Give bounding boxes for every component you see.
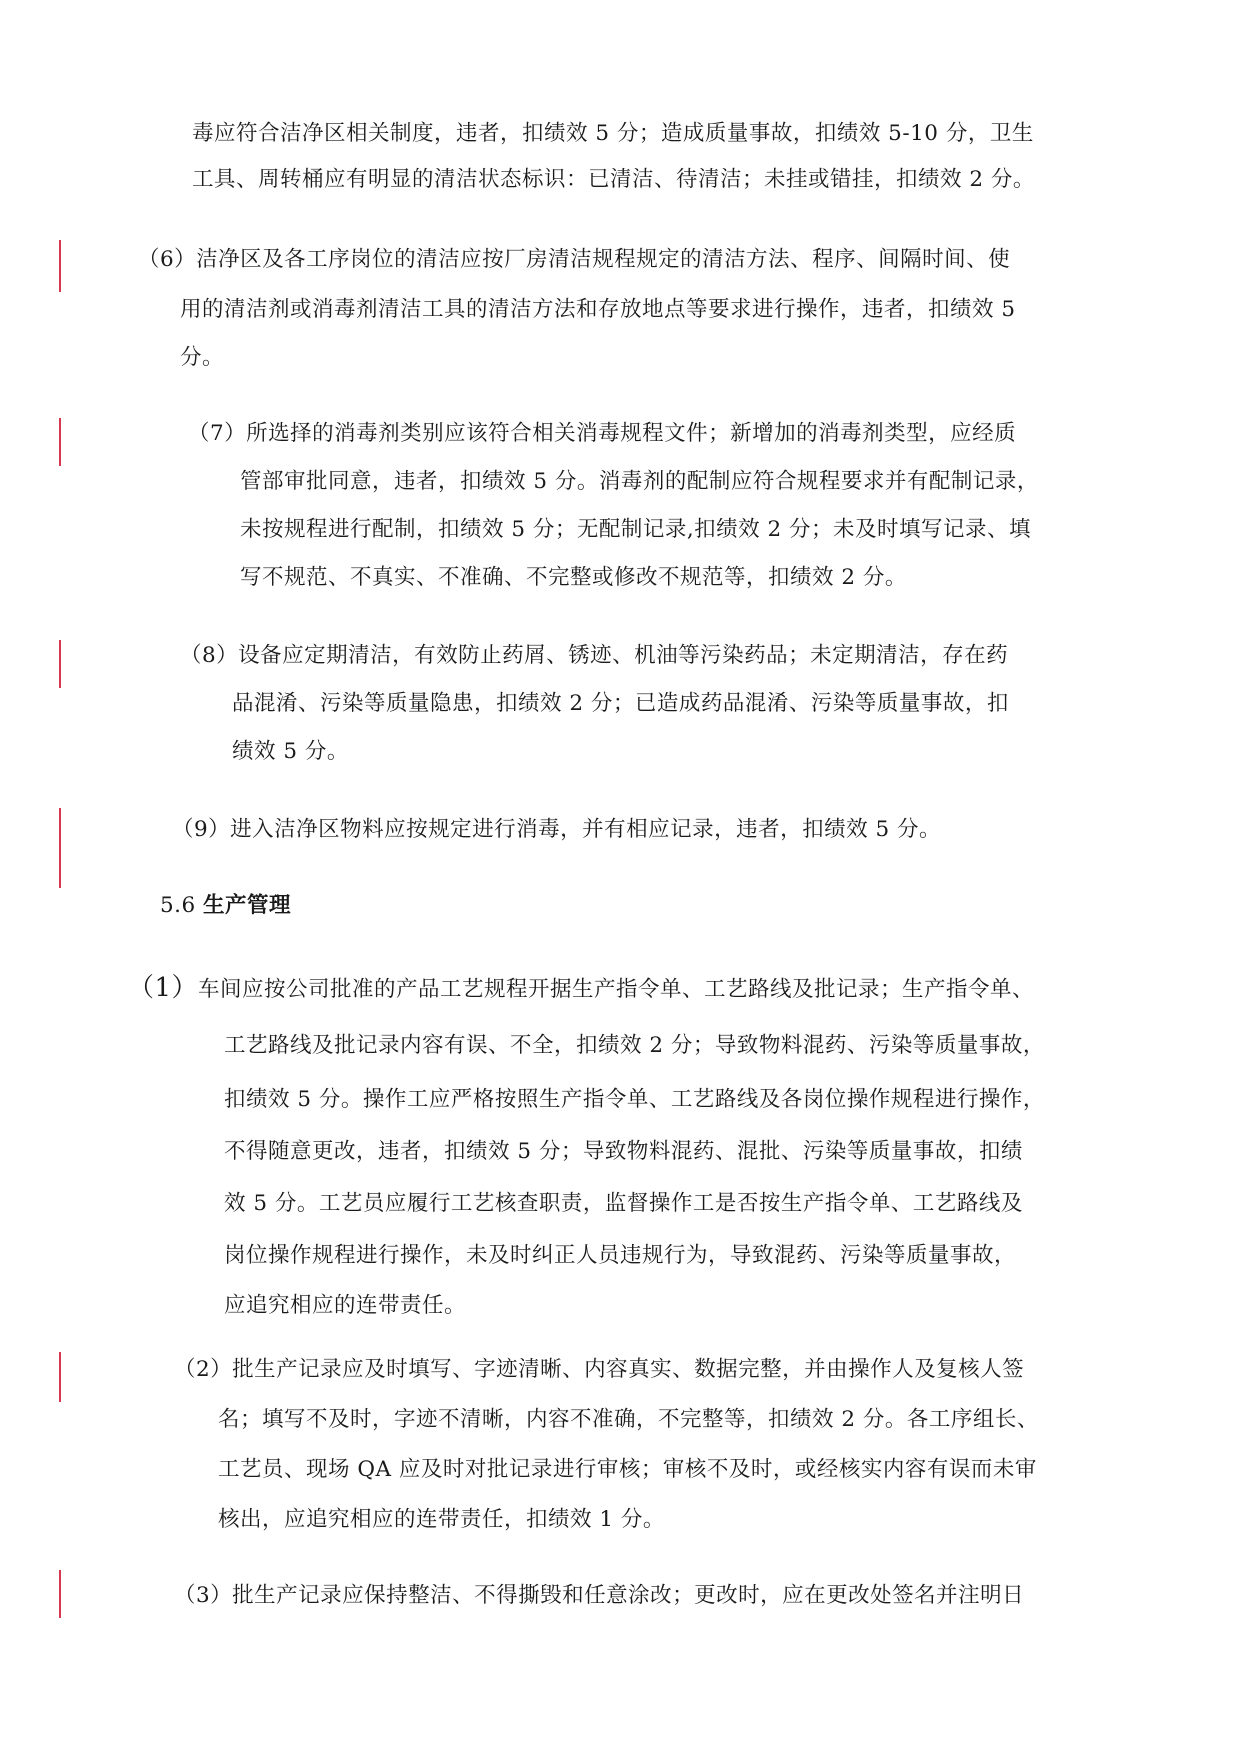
paragraph-line: 管部审批同意，违者，扣绩效 5 分。消毒剂的配制应符合规程要求并有配制记录， bbox=[240, 469, 1039, 494]
paragraph-line: 写不规范、不真实、不准确、不完整或修改不规范等，扣绩效 2 分。 bbox=[240, 565, 907, 590]
paragraph-line: （2）批生产记录应及时填写、字迹清晰、内容真实、数据完整，并由操作人及复核人签 bbox=[174, 1357, 1025, 1382]
paragraph-line: （8）设备应定期清洁，有效防止药屑、锈迹、机油等污染药品；未定期清洁，存在药 bbox=[180, 643, 1009, 668]
paragraph-line: 名；填写不及时，字迹不清晰，内容不准确，不完整等，扣绩效 2 分。各工序组长、 bbox=[218, 1407, 1039, 1432]
paragraph-line: 扣绩效 5 分。操作工应严格按照生产指令单、工艺路线及各岗位操作规程进行操作， bbox=[224, 1087, 1045, 1112]
paragraph-line: 不得随意更改，违者，扣绩效 5 分；导致物料混药、混批、污染等质量事故，扣绩 bbox=[224, 1139, 1023, 1164]
paragraph-line: 应追究相应的连带责任。 bbox=[224, 1293, 467, 1318]
paragraph-line: 分。 bbox=[180, 345, 225, 370]
revision-bar bbox=[59, 1352, 61, 1402]
section-heading bbox=[160, 890, 291, 922]
revision-bar bbox=[59, 640, 61, 688]
paragraph-line: （6）洁净区及各工序岗位的清洁应按厂房清洁规程规定的清洁方法、程序、间隔时间、使 bbox=[138, 247, 1011, 272]
paragraph-line: 未按规程进行配制，扣绩效 5 分；无配制记录,扣绩效 2 分；未及时填写记录、填 bbox=[240, 517, 1032, 542]
paragraph-line: （7）所选择的消毒剂类别应该符合相关消毒规程文件；新增加的消毒剂类型，应经质 bbox=[188, 421, 1017, 446]
item-marker: （1） bbox=[128, 973, 199, 1003]
paragraph-line: （3）批生产记录应保持整洁、不得撕毁和任意涂改；更改时，应在更改处签名并注明日 bbox=[174, 1583, 1025, 1608]
item-text: 车间应按公司批准的产品工艺规程开据生产指令单、工艺路线及批记录；生产指令单、 bbox=[198, 977, 1035, 1002]
paragraph-line: 效 5 分。工艺员应履行工艺核查职责，监督操作工是否按生产指令单、工艺路线及 bbox=[224, 1191, 1023, 1216]
paragraph-line: 核出，应追究相应的连带责任，扣绩效 1 分。 bbox=[218, 1507, 665, 1532]
paragraph-line: 毒应符合洁净区相关制度，违者，扣绩效 5 分；造成质量事故，扣绩效 5-10 分，卫生 bbox=[192, 121, 1034, 146]
paragraph-line: 用的清洁剂或消毒剂清洁工具的清洁方法和存放地点等要求进行操作，违者，扣绩效 5 bbox=[180, 297, 1016, 322]
paragraph-line: 工艺路线及批记录内容有误、不全，扣绩效 2 分；导致物料混药、污染等质量事故， bbox=[224, 1033, 1045, 1058]
revision-bar bbox=[59, 1570, 61, 1618]
paragraph-line: 岗位操作规程进行操作，未及时纠正人员违规行为，导致混药、污染等质量事故， bbox=[224, 1243, 1017, 1268]
paragraph-line: 品混淆、污染等质量隐患，扣绩效 2 分；已造成药品混淆、污染等质量事故，扣 bbox=[232, 691, 1009, 716]
revision-bar bbox=[59, 808, 61, 888]
paragraph-line: （9）进入洁净区物料应按规定进行消毒，并有相应记录，违者，扣绩效 5 分。 bbox=[172, 817, 942, 842]
section-title: 生产管理 bbox=[203, 893, 292, 918]
revision-bar bbox=[59, 418, 61, 466]
paragraph-line: 工具、周转桶应有明显的清洁状态标识：已清洁、待清洁；未挂或错挂，扣绩效 2 分。 bbox=[192, 167, 1035, 192]
paragraph-line: 工艺员、现场 QA 应及时对批记录进行审核；审核不及时，或经核实内容有误而未审 bbox=[218, 1457, 1037, 1482]
revision-bar bbox=[59, 240, 61, 292]
paragraph-line: 绩效 5 分。 bbox=[232, 739, 349, 764]
paragraph-line bbox=[128, 972, 1034, 1006]
section-number: 5.6 bbox=[160, 893, 196, 918]
